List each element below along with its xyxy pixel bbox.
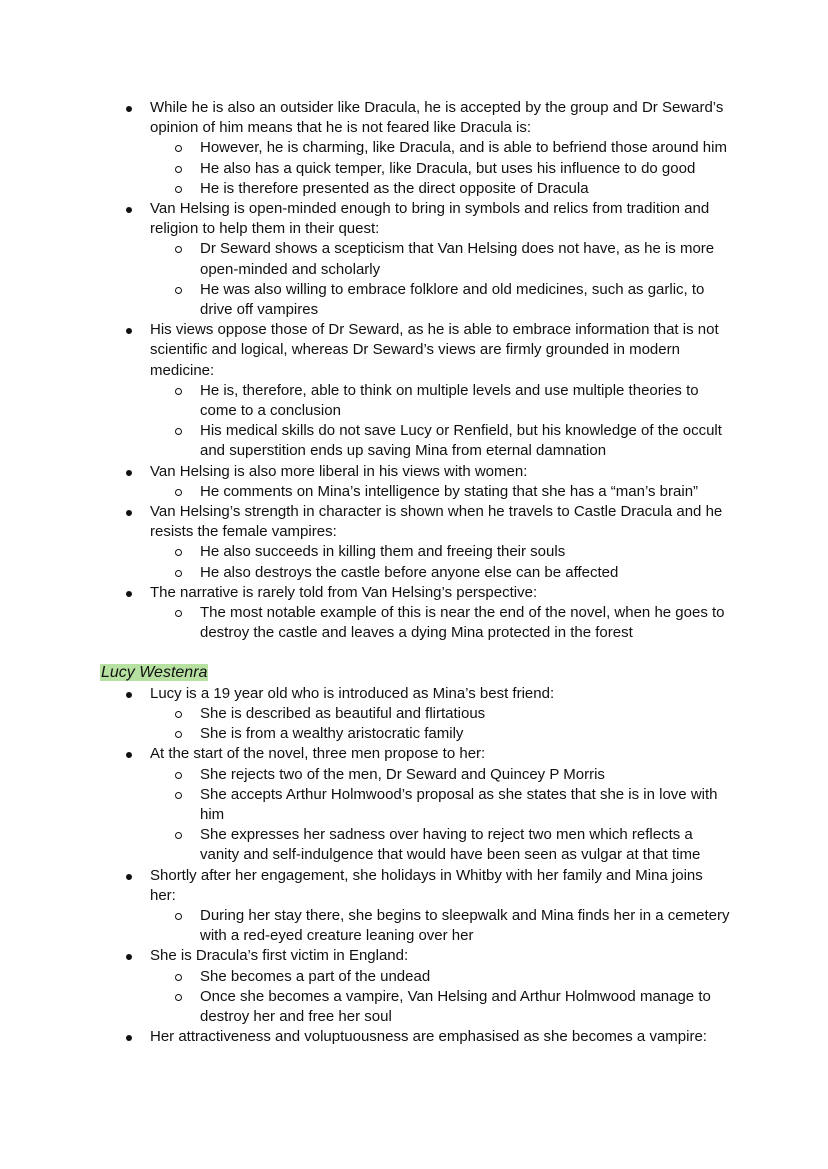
- bullet-icon: [126, 207, 132, 213]
- sub-list-item: [0, 381, 730, 421]
- sub-list-item: [0, 987, 730, 1027]
- sub-list-item-text: She rejects two of the men, Dr Seward and Quincey P Morris: [200, 765, 605, 783]
- sub-list-item-text: The most notable example of this is near the end of the novel, when he goes to destroy the castle and leaves a dying Mina protected in the forest: [200, 604, 725, 642]
- sub-list-item-text: He was also willing to embrace folklore and old medicines, such as garlic, to drive off vampires: [200, 280, 705, 319]
- bullet-icon: [126, 591, 132, 597]
- list-item-text: She is Dracula’s first victim in England:: [150, 947, 409, 965]
- sub-list-item-text: She is from a wealthy aristocratic family: [200, 725, 464, 743]
- sub-list-item: [0, 542, 730, 562]
- hollow-bullet-icon: [175, 145, 182, 152]
- sub-list-item: [0, 603, 730, 643]
- hollow-bullet-icon: [175, 186, 182, 193]
- sub-list-item: [0, 825, 730, 865]
- sub-list-item: [0, 179, 730, 199]
- sub-list-item: [0, 482, 730, 502]
- sub-list-item: [0, 967, 730, 987]
- sub-list-item-text: His medical skills do not save Lucy or Renfield, but his knowledge of the occult and superstition ends up saving Mina from eternal damnation: [200, 422, 722, 460]
- sub-list-item-text: She expresses her sadness over having to reject two men which reflects a vanity and self-indulgence that would have been seen as vulgar at that time: [200, 826, 701, 864]
- list-item: [0, 744, 730, 764]
- sub-list-item: [0, 704, 730, 724]
- hollow-bullet-icon: [175, 489, 182, 496]
- section-heading: [100, 663, 828, 683]
- sub-list-item-text: He also succeeds in killing them and freeing their souls: [200, 543, 566, 561]
- hollow-bullet-icon: [175, 994, 182, 1001]
- sub-list-item: [0, 724, 730, 744]
- list-item: [0, 199, 730, 239]
- sub-list-item-text: He is, therefore, able to think on multiple levels and use multiple theories to come to a conclusion: [200, 381, 699, 420]
- sub-list-item-text: He is therefore presented as the direct opposite of Dracula: [200, 179, 589, 197]
- hollow-bullet-icon: [175, 913, 182, 920]
- hollow-bullet-icon: [175, 792, 182, 799]
- hollow-bullet-icon: [175, 246, 182, 253]
- hollow-bullet-icon: [175, 570, 182, 577]
- hollow-bullet-icon: [175, 610, 182, 617]
- bullet-icon: [126, 1035, 132, 1041]
- hollow-bullet-icon: [175, 711, 182, 718]
- list-item-text: Van Helsing is also more liberal in his views with women:: [150, 462, 528, 480]
- sub-list-item: [0, 138, 730, 158]
- list-item: [0, 583, 730, 603]
- list-item-text: The narrative is rarely told from Van Helsing’s perspective:: [150, 583, 538, 601]
- sub-list-item-text: He comments on Mina’s intelligence by stating that she has a “man’s brain”: [200, 482, 699, 500]
- bullet-icon: [126, 470, 132, 476]
- sub-list-item-text: She accepts Arthur Holmwood’s proposal as she states that she is in love with him: [200, 785, 718, 823]
- sub-list-item: [0, 563, 730, 583]
- hollow-bullet-icon: [175, 832, 182, 839]
- sub-list-item: [0, 239, 730, 279]
- list-item: [0, 462, 730, 482]
- hollow-bullet-icon: [175, 772, 182, 779]
- sub-list-item-text: Once she becomes a vampire, Van Helsing and Arthur Holmwood manage to destroy her and free her soul: [200, 987, 711, 1025]
- list-item-text: Her attractiveness and voluptuousness are emphasised as she becomes a vampire:: [150, 1028, 707, 1046]
- list-item: [0, 502, 730, 542]
- sub-list-item-text: He also has a quick temper, like Dracula, but uses his influence to do good: [200, 159, 696, 177]
- hollow-bullet-icon: [175, 549, 182, 556]
- bullet-icon: [126, 752, 132, 758]
- list-item-text: Van Helsing’s strength in character is shown when he travels to Castle Dracula and he resists the female vampires:: [150, 503, 723, 541]
- sub-list-item-text: During her stay there, she begins to sleepwalk and Mina finds her in a cemetery with a red-eyed creature leaning over her: [200, 906, 730, 945]
- list-item-text: Van Helsing is open-minded enough to bring in symbols and relics from tradition and religion to help them in their quest:: [150, 200, 710, 238]
- sub-list-item-text: He also destroys the castle before anyone else can be affected: [200, 563, 619, 581]
- section-heading-text: Lucy Westenra: [101, 664, 208, 682]
- list-item: [0, 866, 730, 906]
- sub-list-item: [0, 906, 730, 946]
- bullet-list: [0, 98, 828, 643]
- bullet-icon: [126, 692, 132, 698]
- list-item: [0, 98, 730, 138]
- list-item: [0, 1027, 730, 1047]
- list-item: [0, 320, 730, 381]
- sub-list-item: [0, 785, 730, 825]
- sub-list-item: [0, 765, 730, 785]
- list-item-text: Lucy is a 19 year old who is introduced as Mina’s best friend:: [150, 684, 555, 702]
- hollow-bullet-icon: [175, 388, 182, 395]
- hollow-bullet-icon: [175, 428, 182, 435]
- hollow-bullet-icon: [175, 287, 182, 294]
- sub-list-item: [0, 159, 730, 179]
- bullet-icon: [126, 106, 132, 112]
- sub-list-item-text: Dr Seward shows a scepticism that Van Helsing does not have, as he is more open-minded and scholarly: [200, 240, 715, 278]
- bullet-icon: [126, 874, 132, 880]
- list-item-text: While he is also an outsider like Dracula, he is accepted by the group and Dr Seward’s opinion of him means that he is not feared like Dracula is:: [150, 99, 724, 137]
- bullet-list: [0, 684, 828, 1048]
- document-page: [0, 98, 828, 1047]
- list-item-text: His views oppose those of Dr Seward, as he is able to embrace information that is not scientific and logical, whereas Dr Seward’s views are firmly grounded in modern medicine:: [150, 321, 719, 379]
- hollow-bullet-icon: [175, 974, 182, 981]
- list-item: [0, 946, 730, 966]
- hollow-bullet-icon: [175, 731, 182, 738]
- sub-list-item-text: However, he is charming, like Dracula, and is able to befriend those around him: [200, 139, 727, 157]
- sub-list-item: [0, 421, 730, 461]
- bullet-icon: [126, 510, 132, 516]
- bullet-icon: [126, 954, 132, 960]
- list-item-text: At the start of the novel, three men propose to her:: [150, 745, 486, 763]
- list-item-text: Shortly after her engagement, she holidays in Whitby with her family and Mina joins her:: [150, 866, 703, 904]
- sub-list-item-text: She is described as beautiful and flirtatious: [200, 704, 486, 722]
- list-item: [0, 684, 730, 704]
- hollow-bullet-icon: [175, 166, 182, 173]
- sub-list-item-text: She becomes a part of the undead: [200, 967, 431, 985]
- bullet-icon: [126, 328, 132, 334]
- sub-list-item: [0, 280, 730, 320]
